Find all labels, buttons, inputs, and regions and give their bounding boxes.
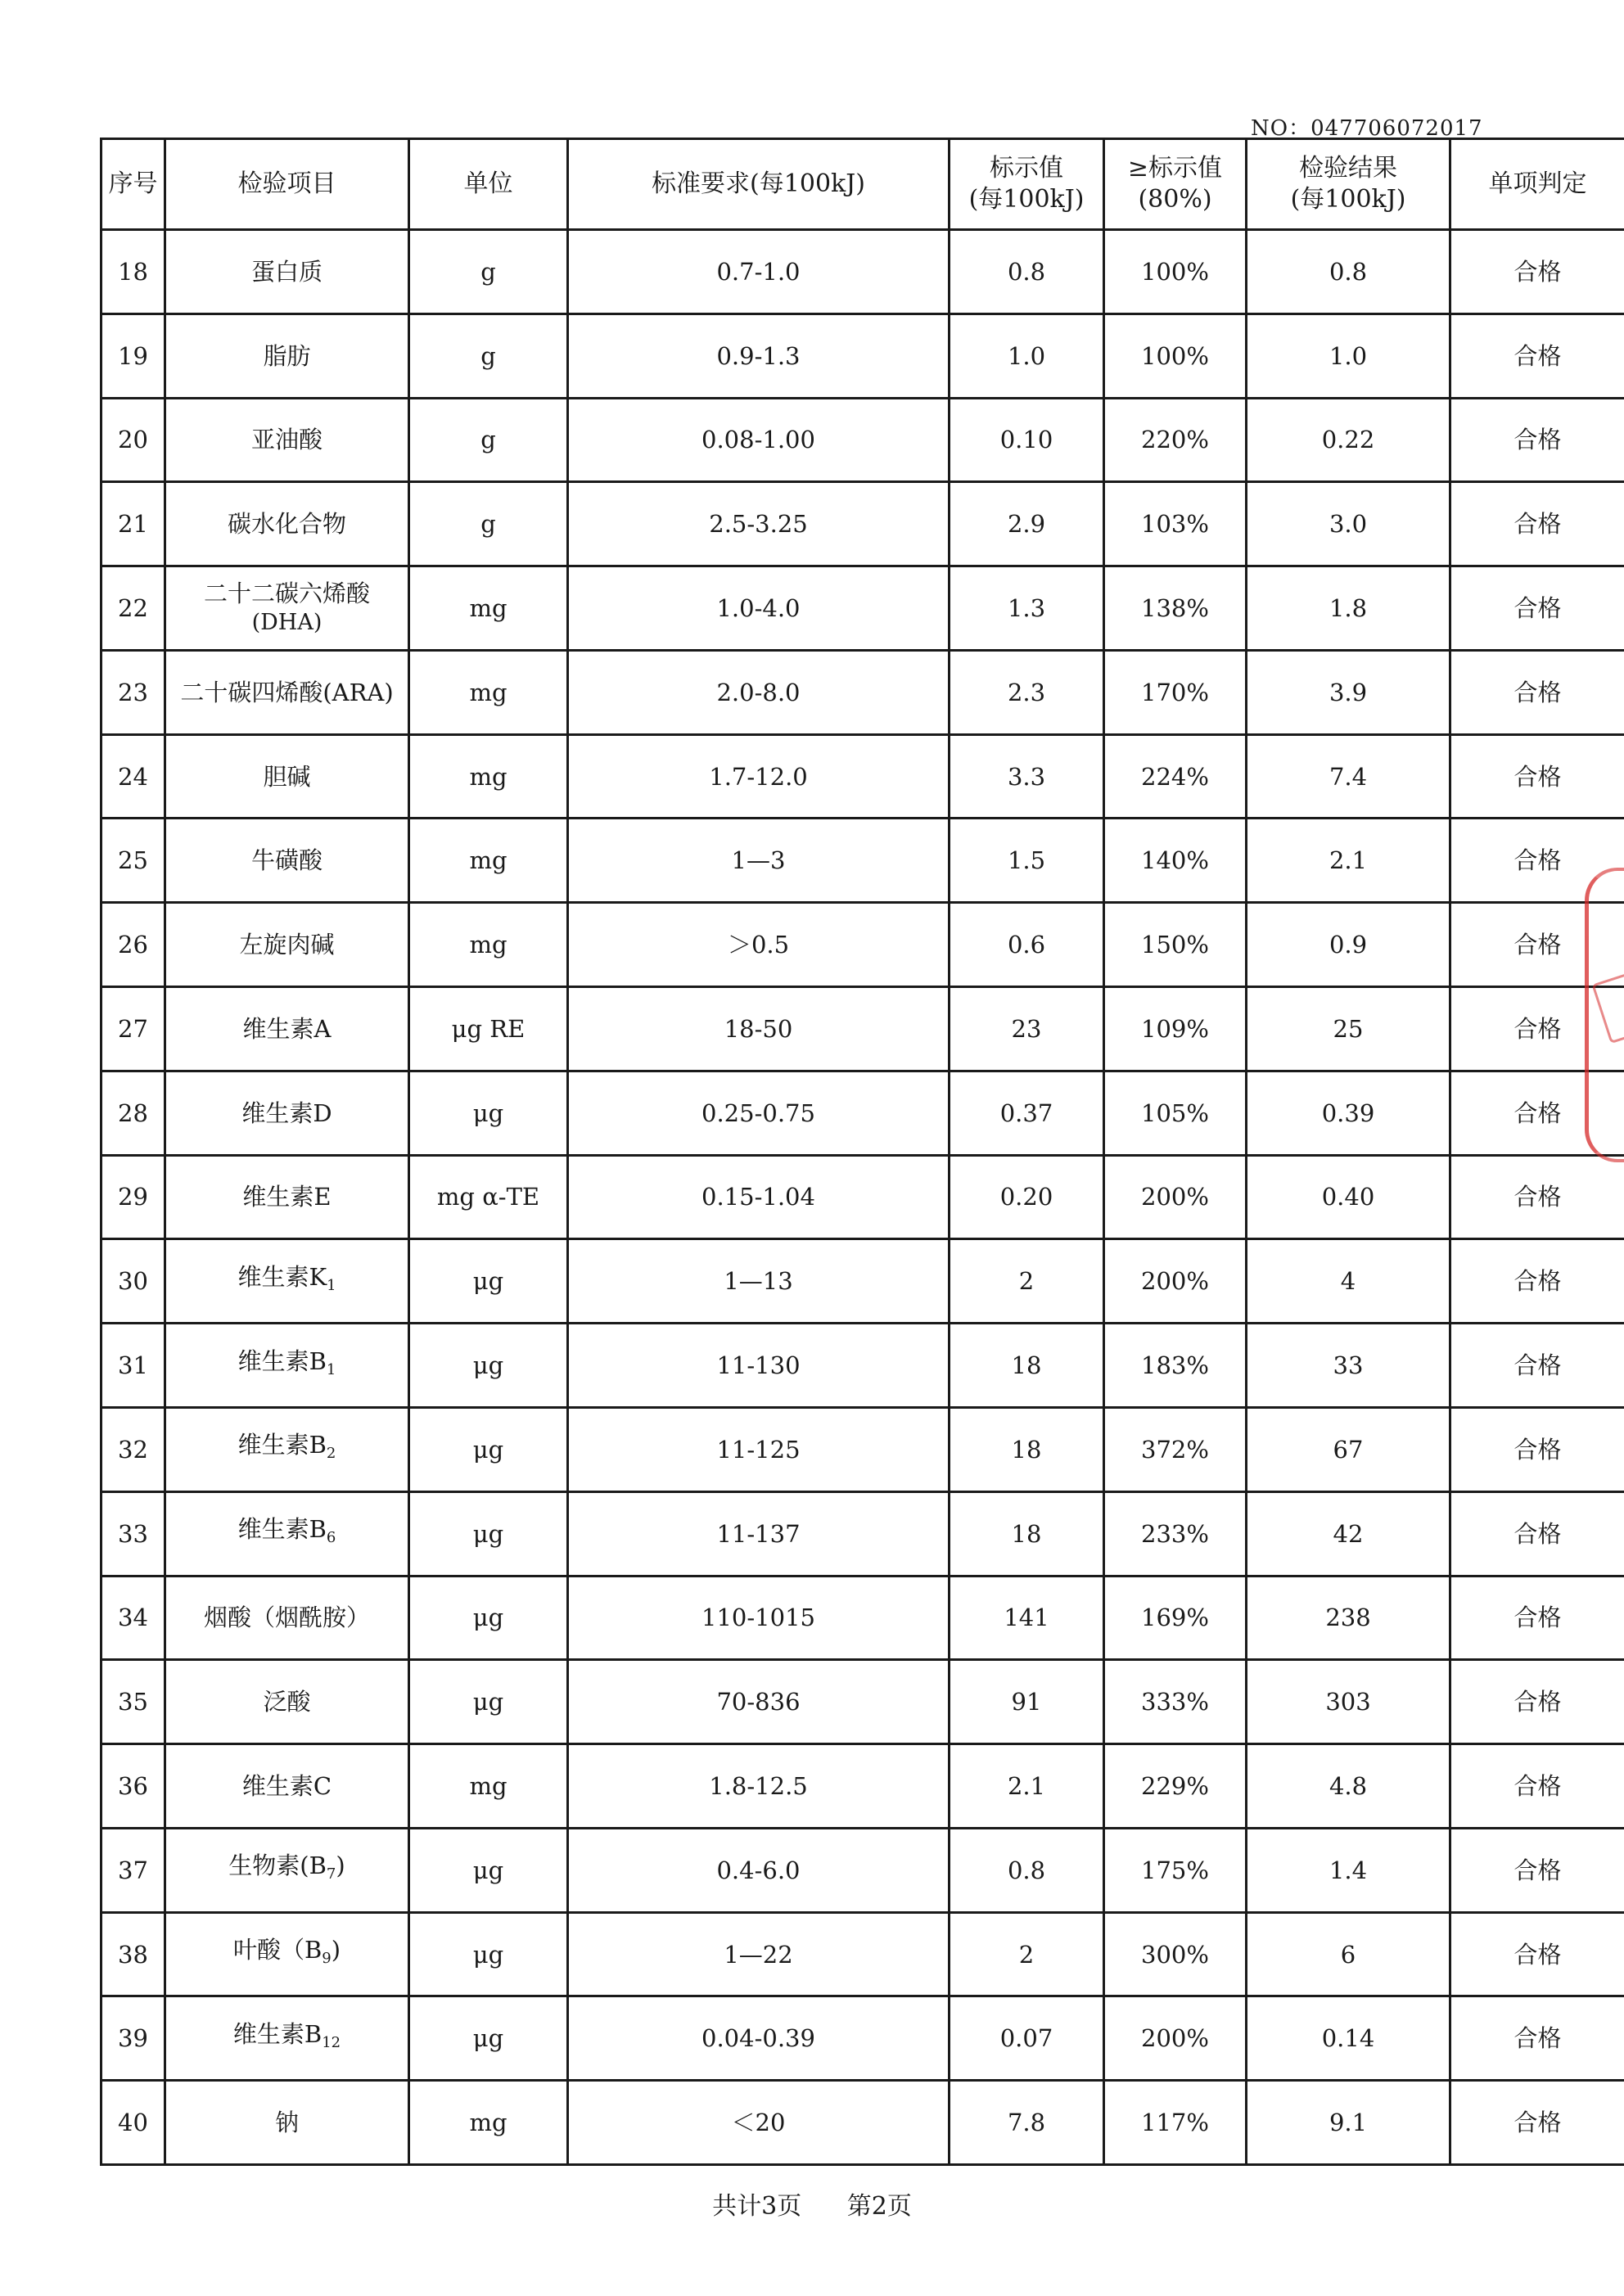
cell-item [165,314,409,398]
item-name: 脂肪 [263,341,311,370]
cell-label-value: 7.8 [950,2081,1104,2165]
page-footer [0,2185,1624,2222]
cell-item [165,1155,409,1239]
cell-result: 0.9 [1247,903,1450,987]
cell-item [165,819,409,903]
header-percent-line1: ≥标示值 [1127,154,1223,183]
cell-seq: 38 [102,1912,165,1996]
cell-item [165,650,409,734]
cell-standard: 0.04-0.39 [568,1996,950,2081]
item-suffix: ) [331,1936,341,1964]
cell-result: 4.8 [1247,1744,1450,1829]
cell-result: 1.4 [1247,1828,1450,1912]
cell-result: 3.0 [1247,482,1450,566]
item-name: 泛酸 [263,1688,311,1716]
cell-item [165,1828,409,1912]
table-row [102,1576,1624,1660]
item-name: 维生素B [237,1431,327,1459]
cell-seq: 36 [102,1744,165,1829]
current-page: 第2页 [846,2192,912,2221]
cell-item [165,2081,409,2165]
table-header-row [102,139,1624,230]
cell-verdict: 合格 [1450,1155,1624,1239]
cell-seq: 35 [102,1660,165,1744]
header-seq: 序号 [102,139,165,230]
header-result [1247,139,1450,230]
cell-verdict: 合格 [1450,734,1624,819]
cell-label-value: 18 [950,1324,1104,1408]
cell-result: 1.8 [1247,566,1450,651]
cell-label-value: 2.1 [950,1744,1104,1829]
cell-label-value: 2.3 [950,650,1104,734]
cell-percent: 109% [1104,987,1247,1071]
cell-verdict: 合格 [1450,398,1624,482]
cell-verdict: 合格 [1450,819,1624,903]
item-subscript: 7 [326,1865,336,1883]
cell-seq: 21 [102,482,165,566]
item-name: 叶酸（B [232,1936,323,1964]
table-row [102,1324,1624,1408]
cell-item [165,987,409,1071]
header-unit: 单位 [409,139,568,230]
red-seal-stamp [1585,868,1624,1162]
cell-seq: 24 [102,734,165,819]
cell-percent: 100% [1104,314,1247,398]
cell-percent: 103% [1104,482,1247,566]
cell-item [165,1324,409,1408]
cell-standard: 2.0-8.0 [568,650,950,734]
cell-result: 0.22 [1247,398,1450,482]
cell-seq: 39 [102,1996,165,2081]
cell-verdict: 合格 [1450,1239,1624,1324]
cell-item [165,482,409,566]
cell-label-value: 2 [950,1912,1104,1996]
cell-unit: mg α-TE [409,1155,568,1239]
table-row [102,2081,1624,2165]
cell-result: 6 [1247,1912,1450,1996]
cell-unit: μg [409,1912,568,1996]
item-subscript: 1 [326,1360,336,1378]
cell-percent: 170% [1104,650,1247,734]
cell-item [165,1660,409,1744]
cell-percent: 169% [1104,1576,1247,1660]
cell-standard: 11-125 [568,1407,950,1491]
cell-label-value: 18 [950,1407,1104,1491]
item-name-line2: (DHA) [251,610,323,636]
cell-unit: g [409,230,568,314]
cell-unit: mg [409,2081,568,2165]
cell-percent: 100% [1104,230,1247,314]
table-row [102,566,1624,651]
cell-unit: μg [409,1071,568,1155]
cell-standard: 1—22 [568,1912,950,1996]
cell-percent: 200% [1104,1239,1247,1324]
table-row [102,482,1624,566]
cell-label-value: 1.3 [950,566,1104,651]
cell-percent: 300% [1104,1912,1247,1996]
cell-standard: ＞0.5 [568,903,950,987]
table-row [102,1660,1624,1744]
item-name: 碳水化合物 [227,510,346,539]
cell-unit: μg [409,1576,568,1660]
item-name: 二十碳四烯酸(ARA) [180,678,394,706]
cell-result: 3.9 [1247,650,1450,734]
cell-percent: 117% [1104,2081,1247,2165]
cell-percent: 183% [1104,1324,1247,1408]
item-name: 维生素E [242,1183,332,1211]
cell-label-value: 0.8 [950,1828,1104,1912]
cell-percent: 224% [1104,734,1247,819]
cell-percent: 200% [1104,1155,1247,1239]
cell-standard: 1—13 [568,1239,950,1324]
table-row [102,230,1624,314]
cell-seq: 34 [102,1576,165,1660]
header-percent-line2: (80%) [1138,185,1212,214]
cell-item [165,1576,409,1660]
table-row [102,819,1624,903]
cell-seq: 40 [102,2081,165,2165]
cell-result: 67 [1247,1407,1450,1491]
item-name: 钠 [274,2109,299,2137]
cell-seq: 22 [102,566,165,651]
cell-unit: μg [409,1324,568,1408]
cell-unit: μg [409,1996,568,2081]
item-name: 维生素B [237,1515,327,1544]
header-result-line1: 检验结果 [1299,154,1397,183]
cell-label-value: 0.6 [950,903,1104,987]
item-name: 亚油酸 [250,426,323,454]
table-row [102,1491,1624,1576]
cell-seq: 27 [102,987,165,1071]
cell-unit: mg [409,1744,568,1829]
cell-unit: μg [409,1407,568,1491]
cell-standard: 110-1015 [568,1576,950,1660]
cell-item [165,1071,409,1155]
cell-result: 7.4 [1247,734,1450,819]
table-row [102,1239,1624,1324]
table-row [102,398,1624,482]
cell-label-value: 0.10 [950,398,1104,482]
item-name: 维生素D [241,1098,332,1127]
cell-verdict: 合格 [1450,1660,1624,1744]
cell-percent: 140% [1104,819,1247,903]
total-pages: 共计3页 [712,2192,802,2221]
cell-verdict: 合格 [1450,482,1624,566]
cell-seq: 28 [102,1071,165,1155]
cell-label-value: 3.3 [950,734,1104,819]
cell-item [165,734,409,819]
table-body [102,230,1624,2165]
cell-item [165,230,409,314]
cell-verdict: 合格 [1450,1912,1624,1996]
cell-seq: 30 [102,1239,165,1324]
item-subscript: 1 [327,1276,336,1294]
cell-label-value: 0.20 [950,1155,1104,1239]
document-number: NO：047706072017 [1251,116,1483,141]
cell-verdict: 合格 [1450,1828,1624,1912]
cell-seq: 32 [102,1407,165,1491]
header-label-value-line2: (每100kJ) [968,185,1085,214]
item-name: 胆碱 [263,762,311,791]
cell-standard: 18-50 [568,987,950,1071]
cell-unit: mg [409,650,568,734]
cell-result: 303 [1247,1660,1450,1744]
cell-result: 0.8 [1247,230,1450,314]
item-name: 牛磺酸 [250,846,323,875]
cell-percent: 200% [1104,1996,1247,2081]
cell-unit: μg [409,1828,568,1912]
cell-unit: mg [409,903,568,987]
cell-unit: μg RE [409,987,568,1071]
cell-percent: 220% [1104,398,1247,482]
header-verdict: 单项判定 [1450,139,1624,230]
cell-standard: 11-137 [568,1491,950,1576]
header-standard: 标准要求(每100kJ) [568,139,950,230]
inspection-results-table [100,138,1624,2166]
cell-item [165,1912,409,1996]
cell-item [165,1239,409,1324]
cell-unit: μg [409,1491,568,1576]
cell-unit: μg [409,1660,568,1744]
cell-percent: 233% [1104,1491,1247,1576]
cell-seq: 18 [102,230,165,314]
cell-verdict: 合格 [1450,314,1624,398]
table-row [102,650,1624,734]
cell-label-value: 2 [950,1239,1104,1324]
cell-standard: 11-130 [568,1324,950,1408]
cell-percent: 138% [1104,566,1247,651]
cell-result: 25 [1247,987,1450,1071]
cell-percent: 333% [1104,1660,1247,1744]
item-name: 维生素C [241,1771,332,1800]
cell-unit: μg [409,1239,568,1324]
cell-unit: g [409,482,568,566]
table-row [102,734,1624,819]
cell-standard: 1—3 [568,819,950,903]
cell-standard: 2.5-3.25 [568,482,950,566]
cell-item [165,398,409,482]
cell-result: 2.1 [1247,819,1450,903]
cell-item [165,1996,409,2081]
cell-result: 0.14 [1247,1996,1450,2081]
cell-percent: 229% [1104,1744,1247,1829]
table-row [102,1996,1624,2081]
cell-label-value: 18 [950,1491,1104,1576]
cell-result: 9.1 [1247,2081,1450,2165]
cell-unit: g [409,314,568,398]
header-label-value [950,139,1104,230]
cell-label-value: 1.5 [950,819,1104,903]
cell-label-value: 91 [950,1660,1104,1744]
item-subscript: 6 [326,1529,336,1547]
cell-item [165,566,409,651]
item-name: 维生素A [242,1014,332,1043]
cell-standard: 0.08-1.00 [568,398,950,482]
cell-standard: 0.15-1.04 [568,1155,950,1239]
header-label-value-line1: 标示值 [990,154,1063,183]
cell-standard: 1.8-12.5 [568,1744,950,1829]
cell-percent: 150% [1104,903,1247,987]
table-row [102,1912,1624,1996]
item-name: 左旋肉碱 [239,931,335,959]
cell-standard: ＜20 [568,2081,950,2165]
table-row [102,314,1624,398]
cell-standard: 1.7-12.0 [568,734,950,819]
cell-percent: 105% [1104,1071,1247,1155]
item-name: 维生素K [237,1262,327,1291]
item-subscript: 12 [322,2033,341,2051]
cell-verdict: 合格 [1450,2081,1624,2165]
table-row [102,1071,1624,1155]
cell-seq: 37 [102,1828,165,1912]
cell-seq: 19 [102,314,165,398]
cell-result: 0.40 [1247,1155,1450,1239]
cell-label-value: 0.8 [950,230,1104,314]
cell-seq: 33 [102,1491,165,1576]
item-name: 维生素B [237,1346,327,1375]
cell-standard: 0.9-1.3 [568,314,950,398]
header-result-line2: (每100kJ) [1290,185,1406,214]
cell-result: 0.39 [1247,1071,1450,1155]
cell-verdict: 合格 [1450,1996,1624,2081]
cell-item [165,1491,409,1576]
cell-unit: g [409,398,568,482]
cell-unit: mg [409,819,568,903]
cell-standard: 1.0-4.0 [568,566,950,651]
cell-seq: 20 [102,398,165,482]
header-item: 检验项目 [165,139,409,230]
cell-item [165,1744,409,1829]
item-subscript: 9 [322,1950,332,1968]
cell-verdict: 合格 [1450,1071,1624,1155]
cell-verdict: 合格 [1450,1407,1624,1491]
cell-verdict: 合格 [1450,987,1624,1071]
cell-verdict: 合格 [1450,1744,1624,1829]
cell-seq: 25 [102,819,165,903]
cell-result: 1.0 [1247,314,1450,398]
cell-standard: 0.25-0.75 [568,1071,950,1155]
item-suffix: ) [336,1852,345,1880]
cell-standard: 70-836 [568,1660,950,1744]
cell-verdict: 合格 [1450,1576,1624,1660]
header-percent [1104,139,1247,230]
cell-label-value: 2.9 [950,482,1104,566]
cell-percent: 372% [1104,1407,1247,1491]
cell-verdict: 合格 [1450,230,1624,314]
item-name: 生物素(B [228,1852,327,1880]
cell-item [165,1407,409,1491]
cell-standard: 0.4-6.0 [568,1828,950,1912]
cell-label-value: 1.0 [950,314,1104,398]
table-row [102,987,1624,1071]
cell-verdict: 合格 [1450,1324,1624,1408]
cell-item [165,903,409,987]
cell-label-value: 141 [950,1576,1104,1660]
cell-seq: 26 [102,903,165,987]
item-name: 蛋白质 [250,257,323,286]
item-subscript: 2 [326,1445,336,1463]
cell-label-value: 0.07 [950,1996,1104,2081]
cell-seq: 31 [102,1324,165,1408]
table-row [102,903,1624,987]
cell-label-value: 0.37 [950,1071,1104,1155]
cell-seq: 23 [102,650,165,734]
cell-verdict: 合格 [1450,650,1624,734]
item-name: 二十二碳六烯酸 [203,580,370,608]
cell-seq: 29 [102,1155,165,1239]
cell-result: 238 [1247,1576,1450,1660]
item-name: 维生素B [232,2019,323,2048]
cell-verdict: 合格 [1450,566,1624,651]
item-name: 烟酸（烟酰胺） [203,1604,370,1632]
cell-result: 42 [1247,1491,1450,1576]
cell-label-value: 23 [950,987,1104,1071]
cell-result: 33 [1247,1324,1450,1408]
cell-verdict: 合格 [1450,1491,1624,1576]
table-row [102,1407,1624,1491]
table-row [102,1155,1624,1239]
cell-unit: mg [409,566,568,651]
cell-result: 4 [1247,1239,1450,1324]
cell-percent: 175% [1104,1828,1247,1912]
table-row [102,1744,1624,1829]
cell-verdict: 合格 [1450,903,1624,987]
table-row [102,1828,1624,1912]
cell-standard: 0.7-1.0 [568,230,950,314]
cell-unit: mg [409,734,568,819]
